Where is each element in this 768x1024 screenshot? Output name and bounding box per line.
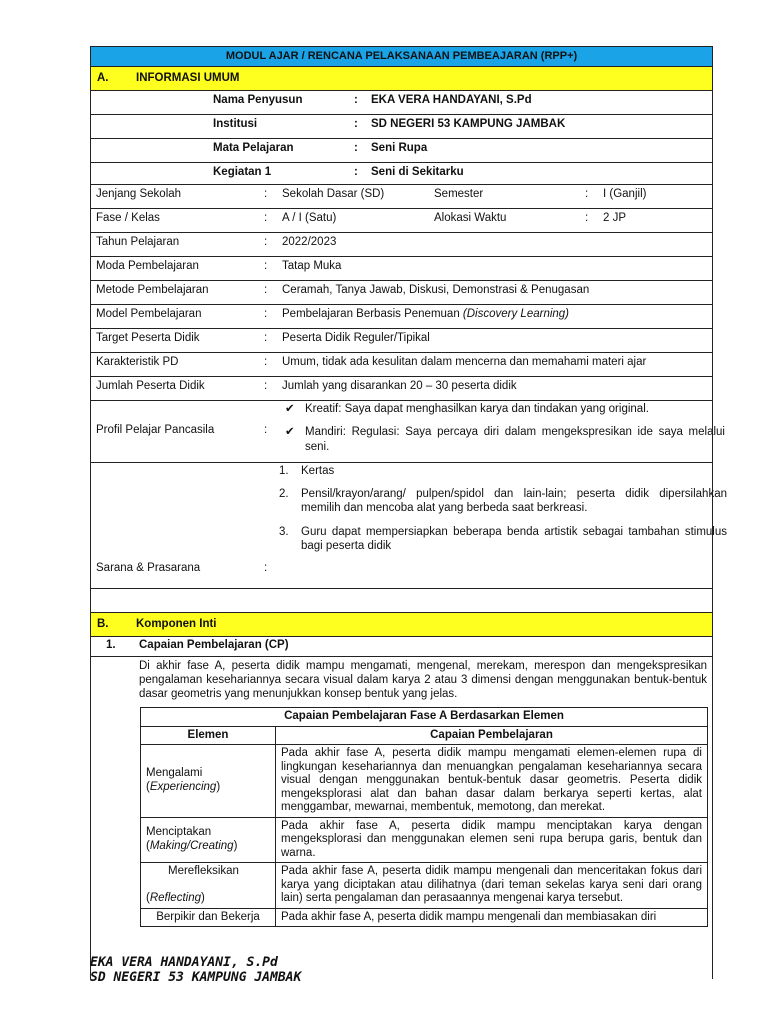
detail-row-model [90, 305, 713, 329]
element-name: Mengalami (Experiencing) [141, 745, 276, 818]
info-value: SD NEGERI 53 KAMPUNG JAMBAK [371, 118, 566, 130]
sarana-label: Sarana & Prasarana [96, 562, 201, 574]
detail-value-semester: I (Ganjil) [603, 188, 647, 200]
profil-item-text: Kreatif: Saya dapat menghasilkan karya dan tindakan yang original. [305, 403, 649, 415]
detail-value: Ceramah, Tanya Jawab, Diskusi, Demonstrasi & Penugasan [282, 284, 590, 296]
cp-number: 1. [106, 639, 116, 651]
detail-value: Umum, tidak ada kesulitan dalam mencerna dan memahami materi ajar [282, 356, 647, 368]
profil-pelajar-row [90, 401, 725, 463]
detail-label: Jumlah Peserta Didik [96, 380, 205, 392]
colon: : [264, 424, 268, 436]
info-row-kegiatan [90, 163, 713, 185]
detail-label: Jenjang Sekolah [96, 188, 182, 200]
sarana-item-text: Kertas [301, 465, 335, 477]
column-header-capaian: Capaian Pembelajaran [276, 726, 708, 745]
info-label: Kegiatan 1 [213, 166, 272, 178]
detail-row-jumlah [90, 377, 713, 401]
cp-elements-table [140, 707, 708, 927]
detail-row-fase [90, 209, 713, 233]
detail-value: Jumlah yang disarankan 20 – 30 peserta didik [282, 380, 517, 392]
info-label: Institusi [213, 118, 258, 130]
detail-row-tahun [90, 233, 713, 257]
detail-value: Peserta Didik Reguler/Tipikal [282, 332, 430, 344]
detail-label-semester: Semester [434, 188, 484, 200]
sarana-item-text: Pensil/krayon/arang/ pulpen/spidol dan lain-lain; peserta didik dipersilahkan memilih dan mencoba alat yang berbeda saat berkreasi. [301, 488, 727, 514]
detail-row-karakteristik [90, 353, 713, 377]
element-description: Pada akhir fase A, peserta didik mampu mengenali dan menceritakan fokus dari karya yang diciptakan atau dilihatnya (dari teman sekelas karya seni dari orang lain) serta pengalaman dan perasaannya mengenai karya tersebut. [276, 863, 708, 909]
colon: : [264, 260, 268, 272]
detail-label: Fase / Kelas [96, 212, 160, 224]
element-name: Merefleksikan (Reflecting) [141, 863, 276, 909]
detail-label: Karakteristik PD [96, 356, 179, 368]
detail-label: Target Peserta Didik [96, 332, 200, 344]
sarana-item [279, 487, 727, 515]
cp-heading-row [90, 637, 713, 657]
check-icon: ✔ [285, 403, 295, 415]
info-row-mata-pelajaran [90, 139, 713, 163]
rpp-document [90, 46, 727, 979]
profil-item [285, 402, 725, 417]
colon: : [264, 236, 268, 248]
footer-school: SD NEGERI 53 KAMPUNG JAMBAK [90, 970, 302, 985]
colon: : [264, 380, 268, 392]
colon: : [264, 562, 268, 574]
colon: : [264, 188, 268, 200]
footer [90, 955, 301, 985]
cp-paragraph: Di akhir fase A, peserta didik mampu mengamati, mengenal, merekam, merespon dan mengekspresikan pengalaman kesehariannya secara visual dalam karya 2 atau 3 dimensi dengan menggunakan bentuk-bentuk dasar geometris yang menunjukkan konsep bentuk yang jelas. [139, 660, 707, 700]
detail-label: Model Pembelajaran [96, 308, 202, 320]
info-row-institusi [90, 115, 713, 139]
info-row-nama-penyusun [90, 91, 713, 115]
sarana-item [279, 464, 727, 478]
spacer-row [90, 589, 713, 613]
item-number: 2. [279, 488, 289, 500]
profil-item-text: Mandiri: Regulasi: Saya percaya diri dalam mengekspresikan ide saya melalui seni. [305, 426, 725, 453]
info-label: Nama Penyusun [213, 94, 303, 106]
colon: : [264, 308, 268, 320]
table-title: Capaian Pembelajaran Fase A Berdasarkan Elemen [141, 708, 708, 727]
colon: : [585, 212, 589, 224]
info-value: Seni Rupa [371, 142, 428, 154]
info-value: Seni di Sekitarku [371, 166, 464, 178]
sarana-item [279, 525, 727, 553]
profil-label: Profil Pelajar Pancasila [96, 424, 215, 436]
detail-label-alokasi: Alokasi Waktu [434, 212, 507, 224]
detail-row-target [90, 329, 713, 353]
colon: : [354, 142, 358, 154]
colon: : [354, 94, 358, 106]
element-name: Berpikir dan Bekerja [141, 908, 276, 927]
detail-value [282, 308, 569, 320]
section-b-letter: B. [97, 618, 109, 630]
section-a-letter: A. [97, 72, 109, 84]
sarana-item-text: Guru dapat mempersiapkan beberapa benda artistik sebagai tambahan stimulus bagi peserta didik [301, 526, 727, 552]
table-row [141, 817, 708, 863]
section-a-label: INFORMASI UMUM [136, 72, 240, 84]
element-description: Pada akhir fase A, peserta didik mampu mengamati elemen-elemen rupa di lingkungan kesehariannya dan menuangkan pengalaman kesehariannya secara visual dengan menggunakan bentuk-bentuk dasar geometris. Peserta didik mengeksplorasi alat dan bahan dasar dalam berkarya seperti kertas, alat menggambar, mewarnai, membentuk, memotong, dan merekat. [276, 745, 708, 818]
document-title: MODUL AJAR / RENCANA PELAKSANAAN PEMBEAJARAN (RPP+) [90, 46, 713, 67]
colon: : [264, 332, 268, 344]
table-row [141, 745, 708, 818]
model-value-text: Pembelajaran Berbasis Penemuan [282, 308, 463, 320]
element-description: Pada akhir fase A, peserta didik mampu menciptakan karya dengan mengeksplorasi dan menggunakan elemen seni rupa berupa garis, bentuk dan warna. [276, 817, 708, 863]
section-b-header [90, 613, 713, 637]
model-value-italic: (Discovery Learning) [462, 308, 570, 320]
detail-row-metode [90, 281, 713, 305]
column-header-elemen: Elemen [141, 726, 276, 745]
item-number: 1. [279, 465, 289, 477]
colon: : [264, 356, 268, 368]
element-label: Mengalami [146, 767, 203, 780]
element-english: Reflecting [149, 892, 201, 904]
detail-value: 2022/2023 [282, 236, 337, 248]
detail-value: Sekolah Dasar (SD) [282, 188, 385, 200]
colon: : [264, 212, 268, 224]
info-label: Mata Pelajaran [213, 142, 294, 154]
cp-content [90, 657, 713, 979]
element-label: Menciptakan [146, 826, 212, 839]
table-row [141, 908, 708, 927]
detail-row-moda [90, 257, 713, 281]
element-name: Menciptakan (Making/Creating) [141, 817, 276, 863]
element-english: Experiencing [149, 780, 217, 793]
section-b-label: Komponen Inti [136, 618, 217, 630]
element-english: Making/Creating [149, 839, 234, 852]
detail-value: Tatap Muka [282, 260, 342, 272]
colon: : [585, 188, 589, 200]
detail-label: Tahun Pelajaran [96, 236, 180, 248]
detail-value: A / I (Satu) [282, 212, 337, 224]
detail-label: Metode Pembelajaran [96, 284, 209, 296]
colon: : [354, 166, 358, 178]
element-label: Merefleksikan [168, 865, 239, 877]
colon: : [354, 118, 358, 130]
detail-value-alokasi: 2 JP [603, 212, 627, 224]
cp-heading: Capaian Pembelajaran (CP) [139, 639, 289, 651]
colon: : [264, 284, 268, 296]
info-value: EKA VERA HANDAYANI, S.Pd [371, 94, 532, 106]
profil-item [285, 425, 725, 455]
check-icon: ✔ [285, 426, 295, 438]
section-a-header [90, 67, 713, 91]
detail-label: Moda Pembelajaran [96, 260, 199, 272]
footer-author: EKA VERA HANDAYANI, S.Pd [90, 955, 278, 970]
table-row [141, 863, 708, 909]
element-description: Pada akhir fase A, peserta didik mampu mengenali dan membiasakan diri [276, 908, 708, 927]
sarana-row [90, 463, 727, 589]
item-number: 3. [279, 526, 289, 538]
detail-row-jenjang [90, 185, 713, 209]
